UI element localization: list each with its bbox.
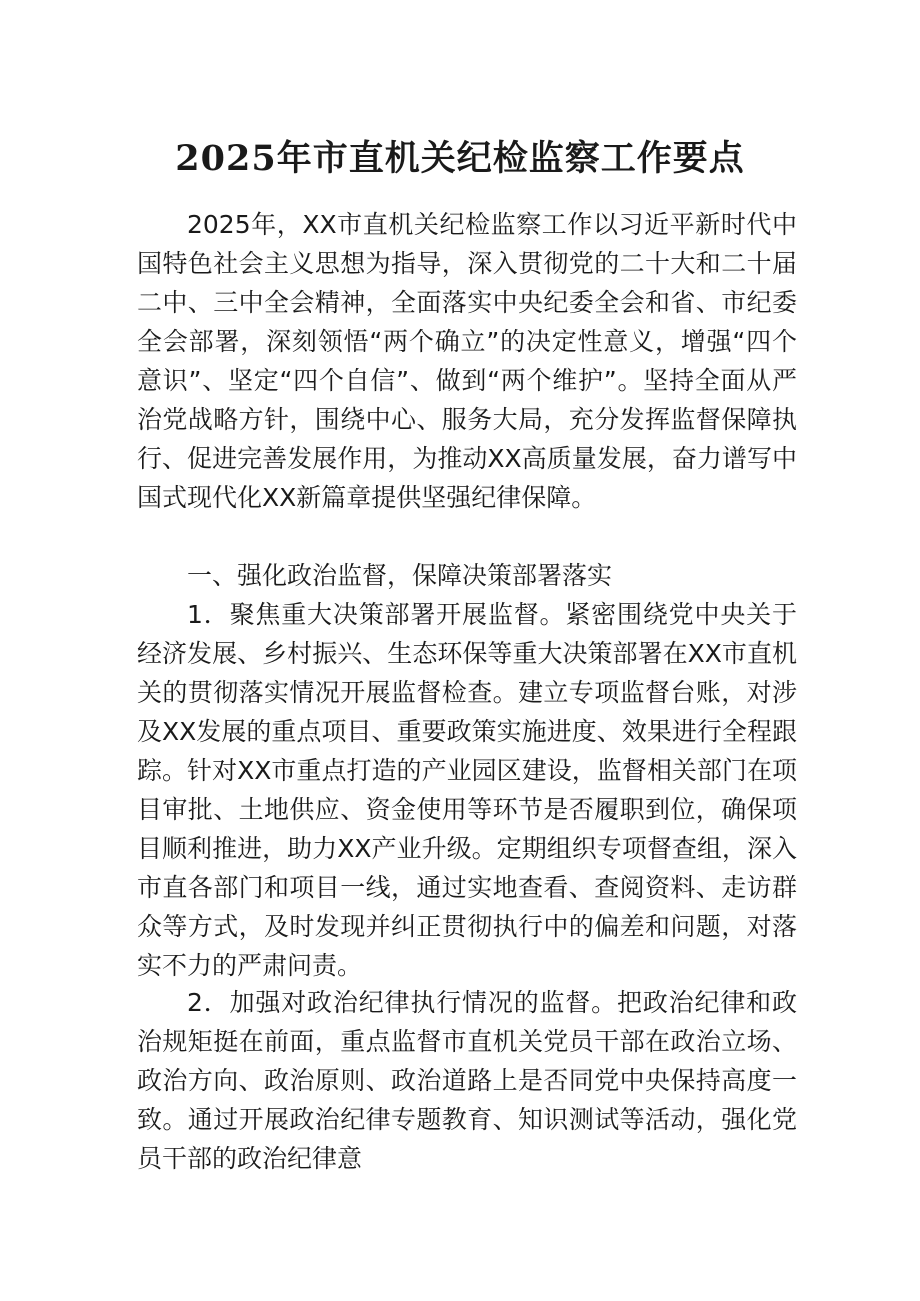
- section-heading: 一、强化政治监督，保障决策部署落实: [187, 561, 613, 590]
- document-title: 2025年市直机关纪检监察工作要点: [175, 138, 745, 179]
- section-item-paragraph: 2．加强对政治纪律执行情况的监督。把政治纪律和政治规矩挺在前面，重点监督市直机关党员干部在政治立场、政治方向、政治原则、政治道路上是否同党中央保持高度一致。通过开展政治纪律专题教育、知识测试等活动，强化党员干部的政治纪律意: [137, 988, 797, 1173]
- intro-paragraph: 2025年，XX市直机关纪检监察工作以习近平新时代中国特色社会主义思想为指导，深入贯彻党的二十大和二十届二中、三中全会精神，全面落实中央纪委全会和省、市纪委全会部署，深刻领悟“两个确立”的决定性意义，增强“四个意识”、坚定“四个自信”、做到“两个维护”。坚持全面从严治党战略方针，围绕中心、服务大局，充分发挥监督保障执行、促进完善发展作用，为推动XX高质量发展，奋力谱写中国式现代化XX新篇章提供坚强纪律保障。: [137, 210, 797, 512]
- section-item-paragraph: 1．聚焦重大决策部署开展监督。紧密围绕党中央关于经济发展、乡村振兴、生态环保等重大决策部署在XX市直机关的贯彻落实情况开展监督检查。建立专项监督台账，对涉及XX发展的重点项目、重要政策实施进度、效果进行全程跟踪。针对XX市重点打造的产业园区建设，监督相关部门在项目审批、土地供应、资金使用等环节是否履职到位，确保项目顺利推进，助力XX产业升级。定期组织专项督查组，深入市直各部门和项目一线，通过实地查看、查阅资料、走访群众等方式，及时发现并纠正贯彻执行中的偏差和问题，对落实不力的严肃问责。: [137, 600, 797, 980]
